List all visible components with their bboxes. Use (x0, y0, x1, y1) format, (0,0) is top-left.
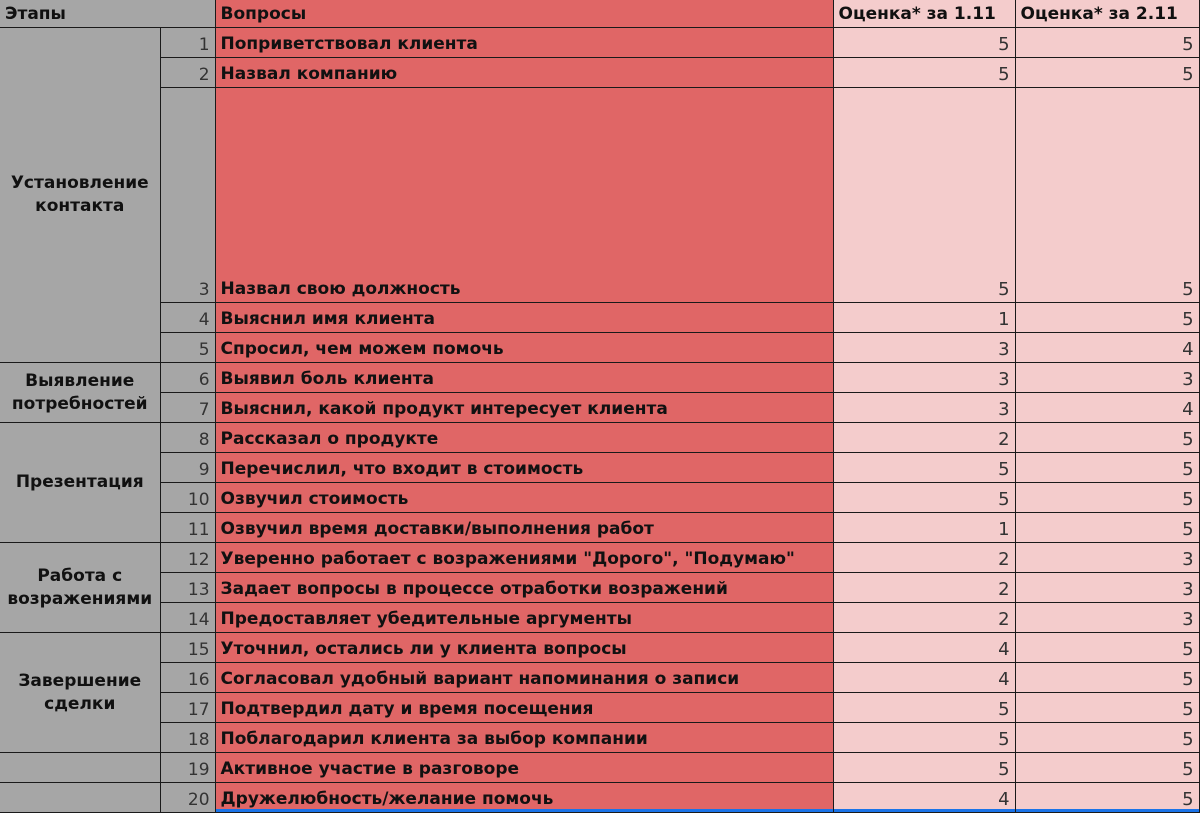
table-row (0, 363, 1199, 393)
table-row (0, 573, 1199, 603)
score-1-cell[interactable]: 2 (833, 423, 1015, 453)
table-row (0, 393, 1199, 423)
row-number[interactable]: 11 (160, 513, 215, 543)
row-number[interactable]: 3 (160, 88, 215, 303)
score-2-cell[interactable]: 5 (1015, 28, 1199, 58)
score-2-cell[interactable]: 3 (1015, 543, 1199, 573)
table-row (0, 513, 1199, 543)
stage-cell[interactable]: Выявление потребностей (0, 363, 160, 423)
score-2-cell[interactable]: 5 (1015, 513, 1199, 543)
question-cell[interactable]: Подтвердил дату и время посещения (215, 693, 833, 723)
question-cell[interactable]: Выяснил имя клиента (215, 303, 833, 333)
row-number[interactable]: 17 (160, 693, 215, 723)
table-row (0, 633, 1199, 663)
row-number[interactable]: 1 (160, 28, 215, 58)
table-row (0, 753, 1199, 783)
question-cell[interactable]: Назвал компанию (215, 58, 833, 88)
stage-cell[interactable] (0, 753, 160, 783)
question-cell[interactable]: Озвучил стоимость (215, 483, 833, 513)
score-2-cell[interactable]: 4 (1015, 333, 1199, 363)
score-2-cell[interactable]: 5 (1015, 723, 1199, 753)
score-2-cell[interactable]: 5 (1015, 633, 1199, 663)
header-questions[interactable]: Вопросы (215, 0, 833, 28)
table-row (0, 453, 1199, 483)
score-1-cell[interactable]: 5 (833, 753, 1015, 783)
question-cell[interactable]: Поприветствовал клиента (215, 28, 833, 58)
table-row (0, 333, 1199, 363)
score-1-cell[interactable]: 5 (833, 88, 1015, 303)
score-2-cell[interactable]: 5 (1015, 423, 1199, 453)
score-1-cell[interactable]: 4 (833, 633, 1015, 663)
stage-cell[interactable]: Завершение сделки (0, 633, 160, 753)
question-cell[interactable]: Назвал свою должность (215, 88, 833, 303)
table-row (0, 423, 1199, 453)
table-row (0, 88, 1199, 303)
score-1-cell[interactable]: 3 (833, 333, 1015, 363)
score-2-cell[interactable]: 5 (1015, 453, 1199, 483)
header-stages[interactable]: Этапы (0, 0, 215, 28)
question-cell[interactable]: Выяснил, какой продукт интересует клиента (215, 393, 833, 423)
score-1-cell[interactable]: 4 (833, 663, 1015, 693)
score-1-cell[interactable]: 5 (833, 483, 1015, 513)
score-2-cell[interactable]: 5 (1015, 663, 1199, 693)
score-2-cell[interactable]: 3 (1015, 363, 1199, 393)
row-number[interactable]: 16 (160, 663, 215, 693)
score-1-cell[interactable]: 2 (833, 603, 1015, 633)
header-row (0, 0, 1199, 28)
table-row (0, 783, 1199, 813)
header-score-2[interactable]: Оценка* за 2.11 (1015, 0, 1199, 28)
row-number[interactable]: 12 (160, 543, 215, 573)
question-cell[interactable]: Согласовал удобный вариант напоминания о записи (215, 663, 833, 693)
score-1-cell[interactable]: 5 (833, 723, 1015, 753)
table-row (0, 663, 1199, 693)
score-2-cell[interactable]: 5 (1015, 783, 1199, 813)
score-1-cell[interactable]: 5 (833, 453, 1015, 483)
score-2-cell[interactable]: 5 (1015, 483, 1199, 513)
table-row (0, 723, 1199, 753)
row-number[interactable]: 20 (160, 783, 215, 813)
row-number[interactable]: 18 (160, 723, 215, 753)
table-row (0, 303, 1199, 333)
row-number[interactable]: 14 (160, 603, 215, 633)
question-cell[interactable]: Уточнил, остались ли у клиента вопросы (215, 633, 833, 663)
question-cell[interactable]: Задает вопросы в процессе отработки возражений (215, 573, 833, 603)
question-cell[interactable]: Спросил, чем можем помочь (215, 333, 833, 363)
score-1-cell[interactable]: 2 (833, 543, 1015, 573)
row-number[interactable]: 15 (160, 633, 215, 663)
score-1-cell[interactable]: 5 (833, 28, 1015, 58)
stage-cell[interactable] (0, 783, 160, 813)
row-number[interactable]: 6 (160, 363, 215, 393)
score-2-cell[interactable]: 5 (1015, 58, 1199, 88)
header-score-1[interactable]: Оценка* за 1.11 (833, 0, 1015, 28)
table-row (0, 483, 1199, 513)
question-cell[interactable]: Дружелюбность/желание помочь (215, 783, 833, 813)
row-number[interactable]: 10 (160, 483, 215, 513)
stage-cell[interactable]: Презентация (0, 423, 160, 543)
table-row (0, 603, 1199, 633)
stage-cell[interactable]: Установление контакта (0, 28, 160, 363)
row-number[interactable]: 9 (160, 453, 215, 483)
score-1-cell[interactable]: 3 (833, 393, 1015, 423)
score-1-cell[interactable]: 1 (833, 513, 1015, 543)
score-2-cell[interactable]: 4 (1015, 393, 1199, 423)
question-cell[interactable]: Рассказал о продукте (215, 423, 833, 453)
score-2-cell[interactable]: 5 (1015, 693, 1199, 723)
score-1-cell[interactable]: 5 (833, 693, 1015, 723)
question-cell[interactable]: Озвучил время доставки/выполнения работ (215, 513, 833, 543)
score-1-cell[interactable]: 3 (833, 363, 1015, 393)
row-number[interactable]: 7 (160, 393, 215, 423)
score-2-cell[interactable]: 5 (1015, 753, 1199, 783)
row-number[interactable]: 2 (160, 58, 215, 88)
table-row (0, 28, 1199, 58)
score-1-cell[interactable]: 2 (833, 573, 1015, 603)
score-2-cell[interactable]: 3 (1015, 573, 1199, 603)
table-row (0, 693, 1199, 723)
row-number[interactable]: 19 (160, 753, 215, 783)
question-cell[interactable]: Перечислил, что входит в стоимость (215, 453, 833, 483)
score-2-cell[interactable]: 5 (1015, 303, 1199, 333)
row-number[interactable]: 8 (160, 423, 215, 453)
question-cell[interactable]: Предоставляет убедительные аргументы (215, 603, 833, 633)
score-1-cell[interactable]: 5 (833, 58, 1015, 88)
row-number[interactable]: 13 (160, 573, 215, 603)
table-row (0, 543, 1199, 573)
score-2-cell[interactable]: 3 (1015, 603, 1199, 633)
score-1-cell[interactable]: 1 (833, 303, 1015, 333)
row-number[interactable]: 5 (160, 333, 215, 363)
question-cell[interactable]: Выявил боль клиента (215, 363, 833, 393)
question-cell[interactable]: Активное участие в разговоре (215, 753, 833, 783)
stage-cell[interactable]: Работа с возражениями (0, 543, 160, 633)
score-2-cell[interactable]: 5 (1015, 88, 1199, 303)
row-number[interactable]: 4 (160, 303, 215, 333)
table-row (0, 58, 1199, 88)
score-1-cell[interactable]: 4 (833, 783, 1015, 813)
question-cell[interactable]: Поблагодарил клиента за выбор компании (215, 723, 833, 753)
question-cell[interactable]: Уверенно работает с возражениями "Дорого", "Подумаю" (215, 543, 833, 573)
